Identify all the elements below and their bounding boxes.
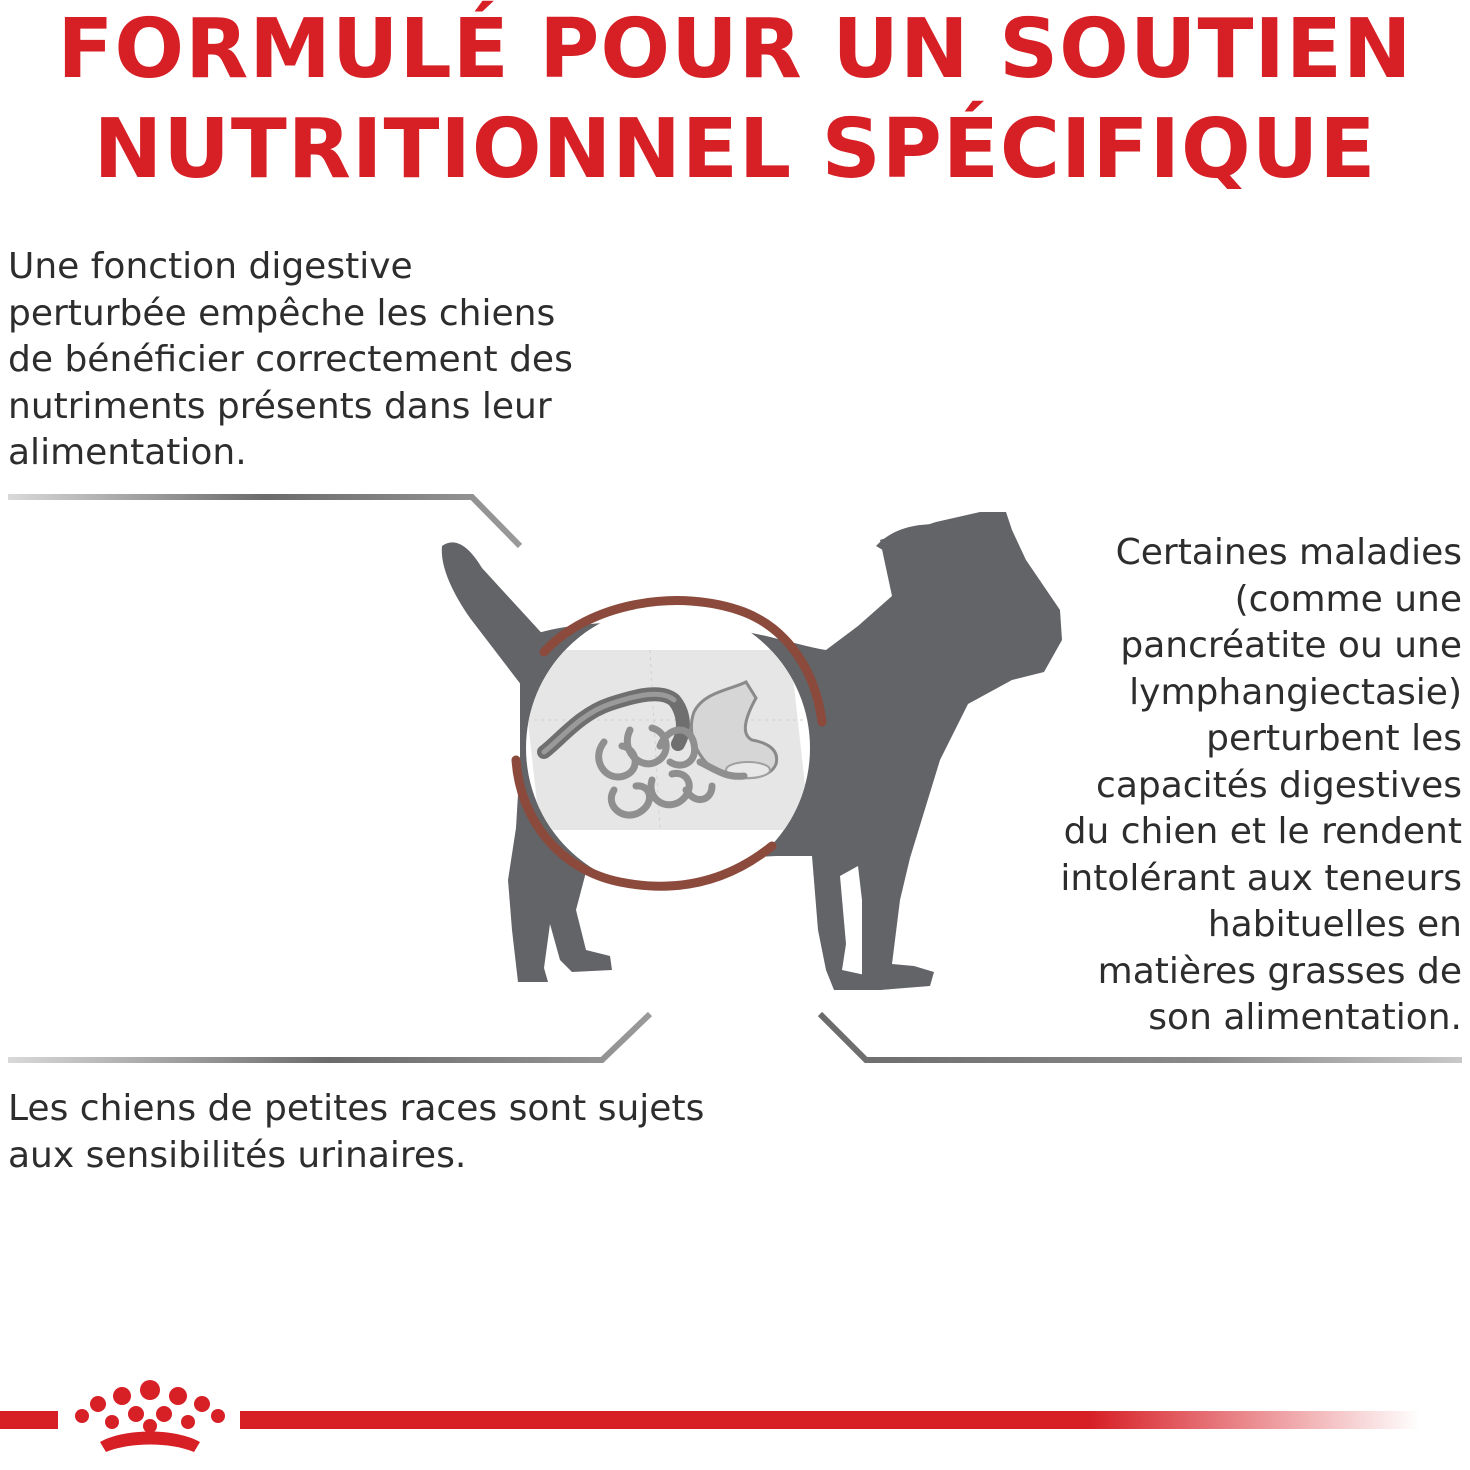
callout-bottom-line: aux sensibilités urinaires.: [8, 1134, 467, 1176]
callout-bottom-line: Les chiens de petites races sont sujets: [8, 1088, 705, 1129]
connector-line-bottom-left: [8, 1014, 650, 1060]
callout-left-line: alimentation.: [8, 432, 247, 473]
callout-right-line: son alimentation.: [1148, 997, 1462, 1038]
callout-right-line: matières grasses de: [1097, 950, 1462, 992]
callout-right-line: habituelles en: [1207, 904, 1462, 945]
callout-right-line: pancréatite ou une: [1120, 625, 1462, 666]
callout-left-line: nutriments présents dans leur: [8, 385, 552, 427]
footer-bar-right: [240, 1411, 1420, 1429]
callout-left-line: Une fonction digestive: [8, 246, 413, 287]
callout-right-line: (comme une: [1234, 578, 1462, 620]
headline-line-2: NUTRITIONNEL SPÉCIFIQUE: [93, 102, 1377, 197]
connector-line-bottom-right: [820, 1014, 1462, 1060]
callout-right-line: lymphangiectasie): [1129, 671, 1462, 713]
callout-right-line: du chien et le rendent: [1063, 811, 1462, 852]
callout-right-line: Certaines maladies: [1115, 532, 1462, 573]
callout-right-line: intolérant aux teneurs: [1060, 857, 1462, 899]
footer-bar-left: [0, 1411, 58, 1429]
brand-footer: [0, 1380, 1420, 1452]
callout-right-line: perturbent les: [1206, 718, 1462, 759]
callout-left-line: perturbée empêche les chiens: [8, 292, 556, 334]
callout-left-line: de bénéficier correctement des: [8, 339, 573, 380]
connector-line-top-left: [8, 497, 520, 546]
headline-line-1: FORMULÉ POUR UN SOUTIEN: [57, 2, 1413, 97]
callout-right-line: capacités digestives: [1096, 764, 1462, 806]
royal-canin-crown-logo: [75, 1380, 225, 1452]
